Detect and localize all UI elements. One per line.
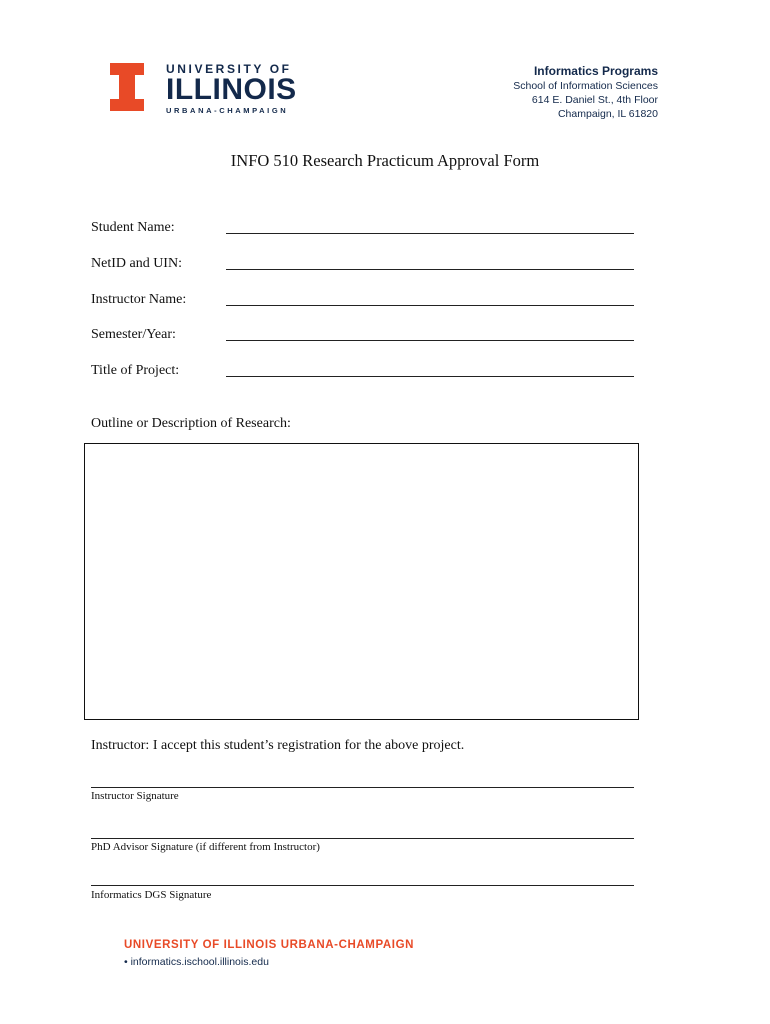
- student-name-field[interactable]: [226, 233, 634, 234]
- student-name-label: Student Name:: [91, 220, 175, 235]
- dgs-signature-label: Informatics DGS Signature: [91, 889, 212, 901]
- phd-advisor-signature-line[interactable]: [91, 838, 634, 839]
- instructor-signature-line[interactable]: [91, 787, 634, 788]
- acceptance-statement: Instructor: I accept this student’s registration for the above project.: [91, 738, 465, 753]
- logo-wordmark: [166, 62, 297, 117]
- phd-advisor-signature-label: PhD Advisor Signature (if different from Instructor): [91, 841, 320, 853]
- school-name: School of Information Sciences: [513, 80, 658, 92]
- logo-line2: ILLINOIS: [166, 73, 297, 106]
- outline-label: Outline or Description of Research:: [91, 416, 291, 431]
- address-line2: Champaign, IL 61820: [557, 108, 658, 120]
- semester-year-field[interactable]: [226, 340, 634, 341]
- netid-uin-field[interactable]: [226, 269, 634, 270]
- form-title: INFO 510 Research Practicum Approval Form: [230, 151, 540, 170]
- footer-university-name: UNIVERSITY OF ILLINOIS URBANA-CHAMPAIGN: [124, 939, 415, 951]
- address-line1: 614 E. Daniel St., 4th Floor: [531, 94, 658, 106]
- logo-line1: UNIVERSITY OF: [166, 62, 292, 76]
- logo-line3: URBANA-CHAMPAIGN: [166, 106, 289, 115]
- footer-url-text[interactable]: informatics.ischool.illinois.edu: [130, 956, 269, 968]
- instructor-name-field[interactable]: [226, 305, 634, 306]
- instructor-signature-label: Instructor Signature: [91, 790, 179, 802]
- project-title-label: Title of Project:: [91, 363, 180, 378]
- semester-year-label: Semester/Year:: [91, 327, 176, 342]
- netid-uin-label: NetID and UIN:: [91, 256, 182, 271]
- outline-description-box[interactable]: [84, 443, 639, 720]
- block-i-logo-icon: [110, 63, 144, 111]
- footer-website[interactable]: • informatics.ischool.illinois.edu: [124, 956, 269, 968]
- instructor-name-label: Instructor Name:: [91, 292, 187, 307]
- department-name: Informatics Programs: [533, 64, 658, 78]
- dgs-signature-line[interactable]: [91, 885, 634, 886]
- project-title-field[interactable]: [226, 376, 634, 377]
- department-address: [513, 63, 658, 121]
